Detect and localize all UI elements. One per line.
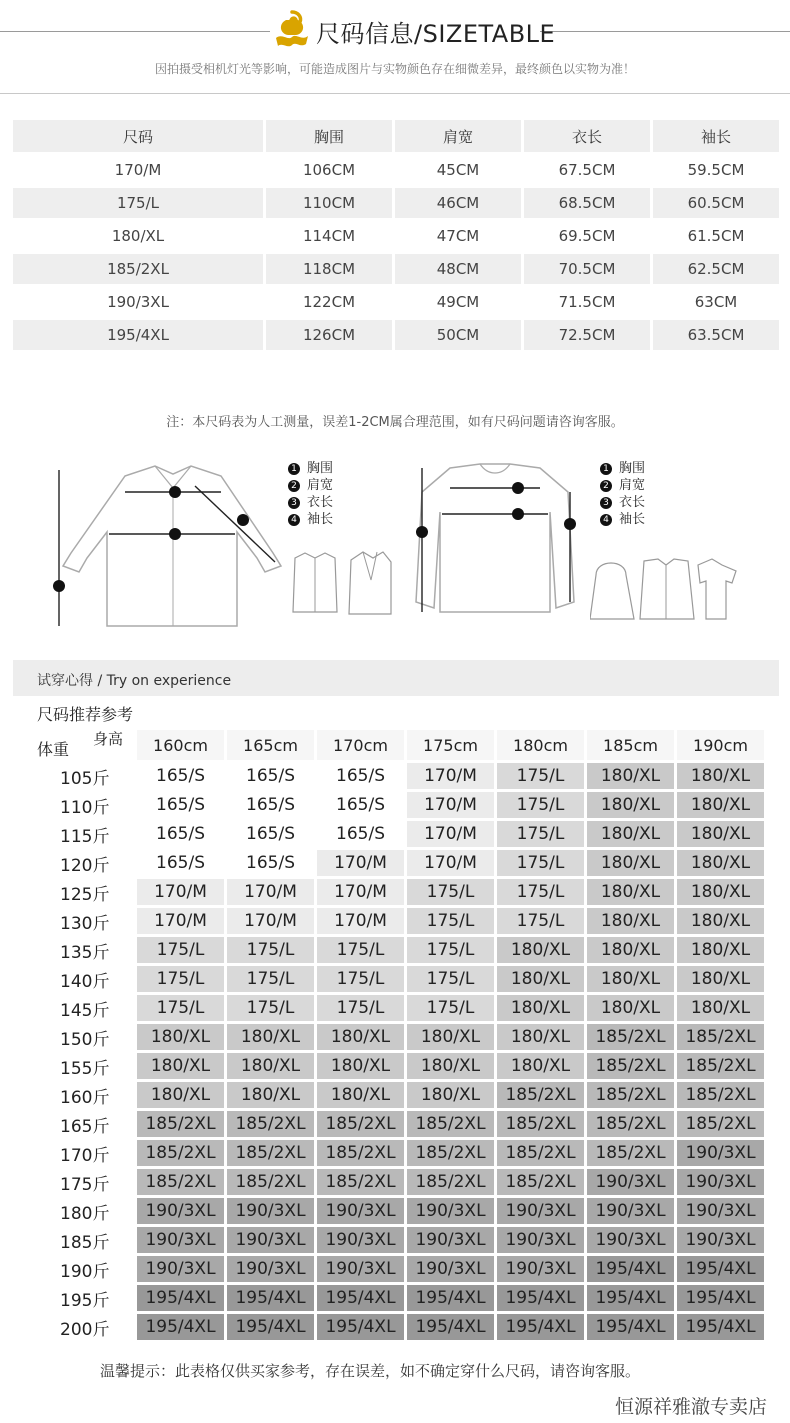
table-cell: 63.5CM xyxy=(653,320,779,350)
header-chest: 胸围 xyxy=(266,120,392,152)
size-cell: 180/XL xyxy=(317,1024,404,1050)
weight-header: 体重 xyxy=(37,740,70,759)
size-cell: 185/2XL xyxy=(407,1140,494,1166)
table-row xyxy=(37,1082,764,1108)
size-cell: 170/M xyxy=(317,850,404,876)
size-cell: 175/L xyxy=(497,792,584,818)
table-cell: 72.5CM xyxy=(524,320,650,350)
weight-cell: 110斤 xyxy=(60,797,110,818)
table-cell: 114CM xyxy=(302,227,356,245)
table-cell: 48CM xyxy=(395,254,521,284)
table-row xyxy=(37,937,764,963)
size-cell: 185/2XL xyxy=(497,1140,584,1166)
table-cell: 110CM xyxy=(266,188,392,218)
size-cell: 180/XL xyxy=(587,792,674,818)
size-cell: 190/3XL xyxy=(677,1169,764,1195)
size-cell: 190/3XL xyxy=(497,1256,584,1282)
table-cell: 60.5CM xyxy=(653,188,779,218)
size-cell: 180/XL xyxy=(677,966,764,992)
size-cell: 195/4XL xyxy=(677,1314,764,1340)
jacket-icons xyxy=(285,550,395,620)
size-cell: 165/S xyxy=(227,850,314,876)
table-row xyxy=(37,1111,764,1137)
size-cell: 185/2XL xyxy=(587,1024,674,1050)
size-cell: 195/4XL xyxy=(587,1256,674,1282)
legend-item xyxy=(288,460,333,477)
table-row xyxy=(37,1024,764,1050)
table-row xyxy=(37,821,764,847)
size-cell: 165/S xyxy=(317,792,404,818)
brand-logo-icon xyxy=(272,8,312,50)
table-row xyxy=(37,1198,764,1224)
size-cell: 180/XL xyxy=(677,821,764,847)
table-row xyxy=(13,254,779,284)
size-cell: 190/3XL xyxy=(677,1198,764,1224)
size-cell: 175/L xyxy=(317,995,404,1021)
size-cell: 180/XL xyxy=(677,763,764,789)
table-row xyxy=(37,966,764,992)
table-cell: 47CM xyxy=(436,227,480,245)
height-header-cell: 185cm xyxy=(587,730,674,760)
size-cell: 190/3XL xyxy=(677,1227,764,1253)
height-header-cell: 160cm xyxy=(137,730,224,760)
size-cell: 180/XL xyxy=(407,1024,494,1050)
size-cell: 195/4XL xyxy=(317,1314,404,1340)
size-cell: 180/XL xyxy=(227,1082,314,1108)
size-cell: 185/2XL xyxy=(137,1111,224,1137)
legend-label: 袖长 xyxy=(307,512,334,527)
size-cell: 170/M xyxy=(317,908,404,934)
size-cell: 195/4XL xyxy=(587,1285,674,1311)
legend-number: 4 xyxy=(288,514,300,526)
table-row xyxy=(13,287,779,317)
size-cell: 165/S xyxy=(137,821,224,847)
size-cell: 195/4XL xyxy=(497,1285,584,1311)
size-cell: 175/L xyxy=(227,937,314,963)
size-table-header xyxy=(13,120,779,152)
legend-label: 肩宽 xyxy=(307,478,334,493)
size-cell: 190/3XL xyxy=(317,1227,404,1253)
table-cell xyxy=(13,353,263,385)
size-cell: 180/XL xyxy=(137,1082,224,1108)
size-cell: 190/3XL xyxy=(677,1140,764,1166)
weight-cell: 125斤 xyxy=(60,884,110,905)
size-cell: 185/2XL xyxy=(317,1111,404,1137)
size-cell: 195/4XL xyxy=(227,1314,314,1340)
table-row xyxy=(37,1227,764,1253)
size-cell: 170/M xyxy=(317,879,404,905)
size-cell: 185/2XL xyxy=(227,1169,314,1195)
table-cell: 195/4XL xyxy=(13,320,263,350)
size-cell: 185/2XL xyxy=(587,1111,674,1137)
measurement-note: 注：本尺码表为人工测量，误差1-2CM属合理范围，如有尺码问题请咨询客服。 xyxy=(166,415,624,430)
size-cell: 185/2XL xyxy=(317,1140,404,1166)
size-cell: 165/S xyxy=(317,821,404,847)
legend-number: 2 xyxy=(600,480,612,492)
size-cell: 170/M xyxy=(227,879,314,905)
size-cell: 180/XL xyxy=(407,1082,494,1108)
shirt-legend xyxy=(288,460,333,528)
size-cell: 180/XL xyxy=(317,1053,404,1079)
legend-number: 4 xyxy=(600,514,612,526)
size-cell: 180/XL xyxy=(317,1082,404,1108)
weight-cell: 145斤 xyxy=(60,1000,110,1021)
table-cell: 185/2XL xyxy=(13,254,263,284)
size-cell: 190/3XL xyxy=(317,1198,404,1224)
table-cell: 175/L xyxy=(13,188,263,218)
table-row xyxy=(13,188,779,218)
table-row xyxy=(37,1256,764,1282)
size-cell: 180/XL xyxy=(137,1024,224,1050)
table-cell: 190/3XL xyxy=(107,293,169,311)
shop-name: 恒源祥雅澈专卖店 xyxy=(615,1396,768,1418)
weight-cell: 160斤 xyxy=(60,1087,110,1108)
size-cell: 165/S xyxy=(227,763,314,789)
size-cell: 180/XL xyxy=(677,879,764,905)
table-cell: 59.5CM xyxy=(687,161,745,179)
header-rule-right xyxy=(540,31,790,32)
size-cell: 175/L xyxy=(407,966,494,992)
size-cell: 175/L xyxy=(407,937,494,963)
table-cell xyxy=(524,353,650,385)
legend-label: 衣长 xyxy=(307,495,334,510)
table-cell: 46CM xyxy=(395,188,521,218)
size-cell: 175/L xyxy=(137,995,224,1021)
height-header-cell: 165cm xyxy=(227,730,314,760)
size-cell: 195/4XL xyxy=(677,1256,764,1282)
table-cell: 45CM xyxy=(436,161,480,179)
weight-cell: 190斤 xyxy=(60,1261,110,1282)
recommendation-label: 尺码推荐参考 xyxy=(37,705,134,724)
size-cell: 170/M xyxy=(137,908,224,934)
legend-label: 胸围 xyxy=(307,461,334,476)
size-cell: 180/XL xyxy=(677,792,764,818)
legend-item xyxy=(600,494,645,511)
legend-number: 2 xyxy=(288,480,300,492)
sweater-diagram xyxy=(410,462,585,622)
legend-item xyxy=(288,494,333,511)
weight-cell: 135斤 xyxy=(60,942,110,963)
legend-label: 衣长 xyxy=(619,495,646,510)
size-cell: 190/3XL xyxy=(227,1227,314,1253)
size-cell: 175/L xyxy=(227,995,314,1021)
size-recommendation-grid xyxy=(34,727,767,1343)
table-cell: 180/XL xyxy=(111,227,165,245)
table-cell xyxy=(653,353,779,385)
size-cell: 195/4XL xyxy=(497,1314,584,1340)
table-row-empty xyxy=(13,353,779,385)
size-cell: 195/4XL xyxy=(407,1314,494,1340)
shirt-diagram xyxy=(45,458,295,633)
size-cell: 185/2XL xyxy=(407,1169,494,1195)
table-row xyxy=(13,155,779,185)
size-cell: 165/S xyxy=(137,850,224,876)
weight-cell: 115斤 xyxy=(60,826,110,847)
size-cell: 195/4XL xyxy=(677,1285,764,1311)
size-cell: 185/2XL xyxy=(227,1111,314,1137)
size-cell: 185/2XL xyxy=(497,1082,584,1108)
table-row xyxy=(13,320,779,350)
height-header: 身高 xyxy=(93,730,124,748)
size-cell: 170/M xyxy=(407,763,494,789)
size-cell: 180/XL xyxy=(497,995,584,1021)
table-row xyxy=(37,850,764,876)
size-cell: 180/XL xyxy=(497,966,584,992)
size-cell: 180/XL xyxy=(677,850,764,876)
table-cell: 122CM xyxy=(302,293,356,311)
size-cell: 180/XL xyxy=(677,908,764,934)
size-cell: 185/2XL xyxy=(677,1082,764,1108)
legend-item xyxy=(288,511,333,528)
size-cell: 170/M xyxy=(407,792,494,818)
table-row xyxy=(37,908,764,934)
weight-cell: 140斤 xyxy=(60,971,110,992)
page-title: 尺码信息/SIZETABLE xyxy=(316,20,556,48)
height-header-cell: 180cm xyxy=(497,730,584,760)
size-cell: 165/S xyxy=(137,792,224,818)
weight-cell: 170斤 xyxy=(60,1145,110,1166)
table-row xyxy=(13,221,779,251)
size-cell: 180/XL xyxy=(587,995,674,1021)
table-cell: 62.5CM xyxy=(653,254,779,284)
size-cell: 180/XL xyxy=(227,1053,314,1079)
table-cell: 61.5CM xyxy=(687,227,745,245)
size-cell: 170/M xyxy=(407,821,494,847)
size-cell: 175/L xyxy=(137,937,224,963)
size-cell: 180/XL xyxy=(587,879,674,905)
size-cell: 180/XL xyxy=(587,821,674,847)
size-cell: 175/L xyxy=(317,937,404,963)
size-table xyxy=(10,117,782,388)
weight-cell: 120斤 xyxy=(60,855,110,876)
weight-cell: 185斤 xyxy=(60,1232,110,1253)
size-cell: 185/2XL xyxy=(677,1024,764,1050)
table-row xyxy=(37,995,764,1021)
size-cell: 195/4XL xyxy=(407,1285,494,1311)
size-cell: 165/S xyxy=(227,821,314,847)
size-cell: 185/2XL xyxy=(137,1140,224,1166)
table-cell: 106CM xyxy=(302,161,356,179)
corner-cell xyxy=(37,730,134,760)
size-cell: 180/XL xyxy=(677,995,764,1021)
table-row xyxy=(37,792,764,818)
table-row xyxy=(37,1314,764,1340)
size-cell: 190/3XL xyxy=(407,1227,494,1253)
size-cell: 185/2XL xyxy=(497,1169,584,1195)
size-cell: 185/2XL xyxy=(677,1053,764,1079)
size-cell: 170/M xyxy=(137,879,224,905)
height-header-cell: 170cm xyxy=(317,730,404,760)
weight-cell: 180斤 xyxy=(60,1203,110,1224)
size-cell: 175/L xyxy=(317,966,404,992)
size-cell: 190/3XL xyxy=(587,1169,674,1195)
weight-cell: 130斤 xyxy=(60,913,110,934)
legend-item xyxy=(600,477,645,494)
header-length: 衣长 xyxy=(524,120,650,152)
size-cell: 195/4XL xyxy=(137,1314,224,1340)
legend-number: 1 xyxy=(288,463,300,475)
table-row xyxy=(37,1053,764,1079)
legend-number: 1 xyxy=(600,463,612,475)
size-cell: 175/L xyxy=(137,966,224,992)
size-cell: 185/2XL xyxy=(407,1111,494,1137)
size-cell: 180/XL xyxy=(587,763,674,789)
table-cell: 50CM xyxy=(395,320,521,350)
size-cell: 190/3XL xyxy=(497,1227,584,1253)
header-shoulder: 肩宽 xyxy=(395,120,521,152)
table-cell: 63CM xyxy=(694,293,738,311)
table-cell: 170/M xyxy=(114,161,162,179)
table-cell: 118CM xyxy=(266,254,392,284)
weight-cell: 105斤 xyxy=(60,768,110,789)
footer-tip: 温馨提示：此表格仅供买家参考，存在误差，如不确定穿什么尺码，请咨询客服。 xyxy=(100,1362,641,1380)
try-on-title: 试穿心得 / Try on experience xyxy=(37,673,232,689)
height-header-row xyxy=(37,730,764,760)
size-cell: 195/4XL xyxy=(317,1285,404,1311)
size-cell: 190/3XL xyxy=(137,1256,224,1282)
size-cell: 195/4XL xyxy=(137,1285,224,1311)
size-cell: 190/3XL xyxy=(227,1198,314,1224)
sweater-legend xyxy=(600,460,645,528)
table-row xyxy=(37,763,764,789)
table-cell: 126CM xyxy=(266,320,392,350)
size-cell: 185/2XL xyxy=(317,1169,404,1195)
size-cell: 180/XL xyxy=(587,937,674,963)
size-cell: 180/XL xyxy=(587,966,674,992)
height-header-cell: 190cm xyxy=(677,730,764,760)
size-cell: 195/4XL xyxy=(227,1285,314,1311)
size-cell: 185/2XL xyxy=(587,1053,674,1079)
divider xyxy=(0,93,790,94)
size-cell: 180/XL xyxy=(587,908,674,934)
size-cell: 195/4XL xyxy=(587,1314,674,1340)
table-cell: 71.5CM xyxy=(558,293,616,311)
size-cell: 180/XL xyxy=(497,1053,584,1079)
size-cell: 175/L xyxy=(497,821,584,847)
size-cell: 175/L xyxy=(497,908,584,934)
size-cell: 165/S xyxy=(317,763,404,789)
table-row xyxy=(37,1140,764,1166)
size-cell: 165/S xyxy=(137,763,224,789)
height-header-cell: 175cm xyxy=(407,730,494,760)
size-cell: 185/2XL xyxy=(587,1082,674,1108)
size-cell: 190/3XL xyxy=(587,1227,674,1253)
weight-cell: 165斤 xyxy=(60,1116,110,1137)
size-cell: 175/L xyxy=(497,763,584,789)
size-cell: 175/L xyxy=(407,908,494,934)
table-cell xyxy=(266,353,392,385)
size-cell: 190/3XL xyxy=(317,1256,404,1282)
header-sleeve: 袖长 xyxy=(653,120,779,152)
table-cell: 69.5CM xyxy=(558,227,616,245)
size-cell: 180/XL xyxy=(497,1024,584,1050)
legend-item xyxy=(600,511,645,528)
size-cell: 190/3XL xyxy=(407,1256,494,1282)
size-cell: 175/L xyxy=(497,850,584,876)
size-cell: 180/XL xyxy=(497,937,584,963)
legend-item xyxy=(600,460,645,477)
size-cell: 180/XL xyxy=(137,1053,224,1079)
header-size: 尺码 xyxy=(13,120,263,152)
weight-cell: 195斤 xyxy=(60,1290,110,1311)
legend-label: 袖长 xyxy=(619,512,646,527)
size-cell: 180/XL xyxy=(407,1053,494,1079)
size-cell: 180/XL xyxy=(677,937,764,963)
weight-cell: 155斤 xyxy=(60,1058,110,1079)
size-cell: 185/2XL xyxy=(497,1111,584,1137)
size-cell: 190/3XL xyxy=(497,1198,584,1224)
size-cell: 175/L xyxy=(227,966,314,992)
size-cell: 190/3XL xyxy=(227,1256,314,1282)
size-cell: 185/2XL xyxy=(677,1111,764,1137)
weight-cell: 150斤 xyxy=(60,1029,110,1050)
table-cell: 68.5CM xyxy=(524,188,650,218)
size-cell: 190/3XL xyxy=(407,1198,494,1224)
color-disclaimer: 因拍摄受相机灯光等影响，可能造成图片与实物颜色存在细微差异，最终颜色以实物为准！ xyxy=(154,62,635,76)
size-cell: 185/2XL xyxy=(587,1140,674,1166)
size-cell: 170/M xyxy=(407,850,494,876)
size-cell: 175/L xyxy=(407,995,494,1021)
size-cell: 180/XL xyxy=(227,1024,314,1050)
size-cell: 180/XL xyxy=(587,850,674,876)
legend-number: 3 xyxy=(600,497,612,509)
table-row xyxy=(37,1169,764,1195)
table-cell: 49CM xyxy=(436,293,480,311)
weight-cell: 175斤 xyxy=(60,1174,110,1195)
weight-cell: 200斤 xyxy=(60,1319,110,1340)
header-rule-left xyxy=(0,31,270,32)
table-row xyxy=(37,1285,764,1311)
size-cell: 190/3XL xyxy=(137,1198,224,1224)
legend-item xyxy=(288,477,333,494)
knitwear-icons xyxy=(590,555,740,627)
legend-number: 3 xyxy=(288,497,300,509)
size-cell: 185/2XL xyxy=(137,1169,224,1195)
table-cell xyxy=(395,353,521,385)
size-cell: 190/3XL xyxy=(587,1198,674,1224)
size-cell: 175/L xyxy=(407,879,494,905)
table-cell: 70.5CM xyxy=(524,254,650,284)
size-cell: 175/L xyxy=(497,879,584,905)
size-cell: 185/2XL xyxy=(227,1140,314,1166)
legend-label: 肩宽 xyxy=(619,478,646,493)
size-cell: 190/3XL xyxy=(137,1227,224,1253)
table-row xyxy=(37,879,764,905)
table-cell: 67.5CM xyxy=(558,161,616,179)
legend-label: 胸围 xyxy=(619,461,646,476)
size-cell: 170/M xyxy=(227,908,314,934)
size-cell: 165/S xyxy=(227,792,314,818)
